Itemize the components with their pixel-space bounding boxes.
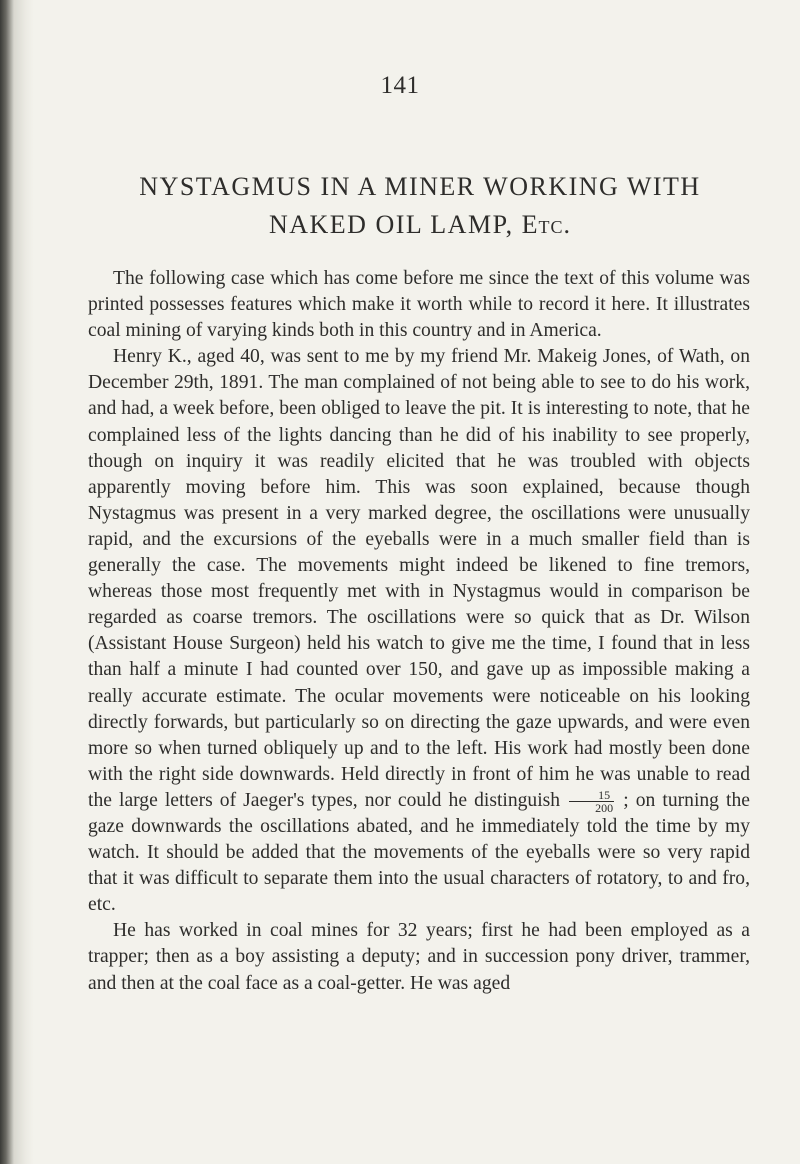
paragraph-1: The following case which has come before me since the text of this volume was printed possesses features which make it worth while to record it here. It illustrates coal mining of varying kinds both in this country and in America.	[88, 268, 750, 342]
title-line-2	[90, 206, 750, 244]
page-number: 141	[380, 72, 420, 99]
paragraph-2	[88, 344, 750, 918]
page-binding-edge	[0, 0, 34, 1164]
title-line-2-etc: Etc.	[521, 210, 572, 239]
visual-acuity-fraction	[569, 789, 614, 814]
body-text	[88, 266, 750, 997]
paragraph-2-part-2: ; on turning the gaze downwards the oscillations abated, and he immediately told the time by my watch. It should be added that the movements of the eyeballs were so very rapid that it was difficult to separate them into the usual characters of rotatory, to and fro, etc.	[88, 789, 750, 916]
title-line-2-main: NAKED OIL LAMP,	[268, 210, 514, 239]
paragraph-3: He has worked in coal mines for 32 years; first he had been employed as a trapper; then as a boy assisting a deputy; and in succession pony driver, trammer, and then at the coal face as a coal-getter. He was aged	[88, 920, 750, 994]
paragraph-2-part-1: Henry K., aged 40, was sent to me by my friend Mr. Makeig Jones, of Wath, on December 29th, 1891. The man complained of not being able to see to do his work, and had, a week before, been obliged to leave the pit. It is interesting to note, that he complained less of the lights dancing than he did of his inability to see properly, though on inquiry it was readily elicited that he was troubled with objects apparently moving before him. This was soon explained, because though Nystagmus was present in a very marked degree, the oscillations were unusually rapid, and the excursions of the eyeballs were in a much smaller field than is generally the case. The movements might indeed be likened to fine tremors, whereas those most frequently met with in Nystagmus would in comparison be regarded as coarse tremors. The oscillations were so quick that as Dr. Wilson (Assistant House Surgeon) held his watch to give me the time, I found that in less than half a minute I had counted over 150, and gave up as impossible making a really accurate estimate. The ocular movements were noticeable on his looking directly forwards, but particularly so on directing the gaze upwards, and were even more so when turned obliquely up and to the left. His work had mostly been done with the right side downwards. Held directly in front of him he was unable to read the large letters of Jaeger's types, nor could he distinguish	[88, 346, 750, 811]
title-line-1: NYSTAGMUS IN A MINER WORKING WITH	[139, 172, 701, 201]
chapter-title	[90, 168, 750, 244]
fraction-numerator: 15	[569, 789, 614, 802]
fraction-denominator: 200	[595, 800, 614, 815]
